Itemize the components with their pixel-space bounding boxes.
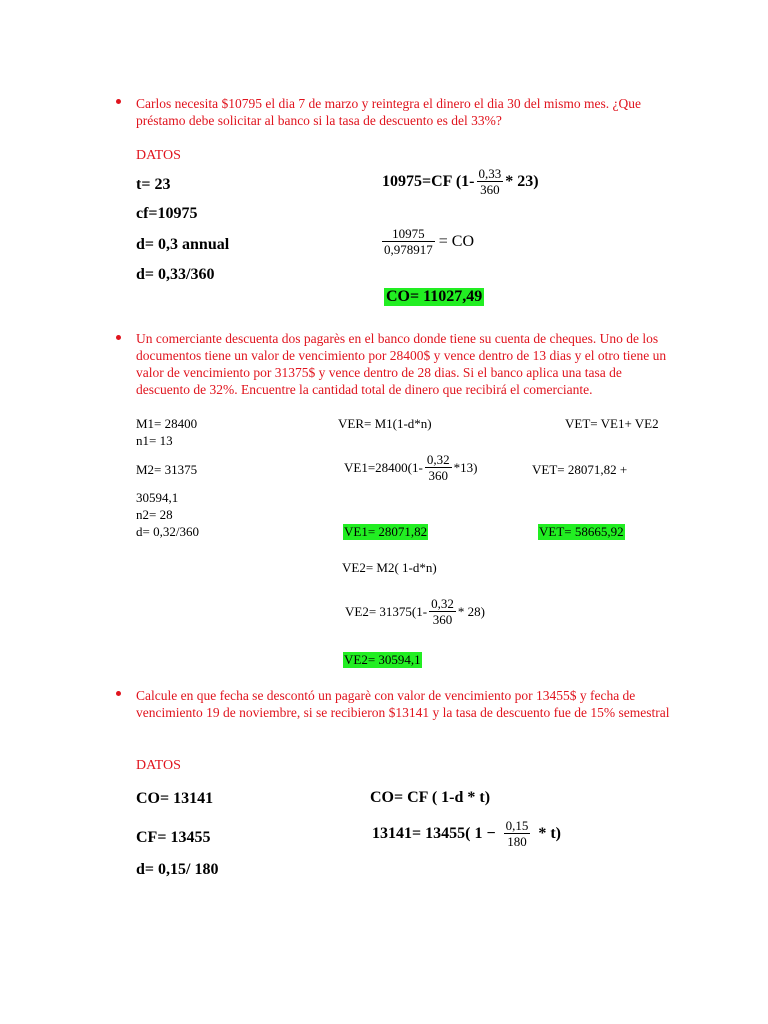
p1-d-annual: d= 0,3 annual <box>136 236 230 253</box>
p2-ve2-numerator: 0,32 <box>431 596 454 611</box>
p2-ve1-right: *13) <box>453 459 478 475</box>
p2-ve2-denominator: 360 <box>432 612 453 627</box>
p1-eq2-denominator: 0,978917 <box>384 242 433 257</box>
p1-t: t= 23 <box>136 176 171 193</box>
p3-equation <box>372 818 561 849</box>
datos-label: DATOS <box>136 148 181 163</box>
p2-ve1-equation <box>344 452 477 483</box>
p3-eq-numerator: 0,15 <box>505 818 529 833</box>
p2-ve2-left: VE2= 31375(1- <box>345 603 428 619</box>
p2-ve2-equation <box>345 596 485 627</box>
p2-ver-formula: VER= M1(1-d*n) <box>338 416 432 431</box>
problem-3-statement: Calcule en que fecha se descontó un pagarè con valor de vencimiento por 13455$ y fecha de vencimiento 19 de noviembre, si se recibieron $13141 y la tasa de descuento fue de 15% semestral <box>136 688 670 720</box>
p3-eq-fraction <box>504 818 531 849</box>
p1-eq1-denominator: 360 <box>480 182 500 197</box>
p1-result: CO= 11027,49 <box>386 288 483 305</box>
p2-m1: M1= 28400 <box>136 416 198 431</box>
p1-cf: cf=10975 <box>136 205 198 222</box>
p3-eq-denominator: 180 <box>507 834 527 849</box>
p1-eq1-left: 10975=CF (1- <box>382 172 475 190</box>
p2-d: d= 0,32/360 <box>136 524 199 539</box>
bullet-marker <box>116 335 121 340</box>
p1-eq2-fraction <box>382 226 435 257</box>
p2-ve1-result: VE1= 28071,82 <box>344 524 428 539</box>
p2-value: 30594,1 <box>136 490 179 505</box>
p2-ve2-formula: VE2= M2( 1-d*n) <box>342 560 437 575</box>
p2-n2: n2= 28 <box>136 507 173 522</box>
problem-1-statement: Carlos necesita $10795 el dia 7 de marzo y reintegra el dinero el dia 30 del mismo mes. ¿Que préstamo debe solicitar al banco si la tasa de descuento es del 33%? <box>136 96 641 128</box>
p2-ve1-numerator: 0,32 <box>426 452 450 467</box>
p1-d-daily: d= 0,33/360 <box>136 266 215 283</box>
p1-eq1-fraction <box>477 166 504 197</box>
p1-eq2-numerator: 10975 <box>382 226 435 242</box>
p2-ve1-left: VE1=28400(1- <box>344 459 423 475</box>
p3-formula: CO= CF ( 1-d * t) <box>370 789 491 806</box>
p2-ve1-fraction <box>425 452 452 483</box>
bullet-marker <box>116 691 121 696</box>
p1-equation-2 <box>380 226 474 257</box>
p1-eq1-numerator: 0,33 <box>478 166 502 181</box>
p1-eq2-right: = CO <box>438 232 474 250</box>
p2-m2: M2= 31375 <box>136 462 198 477</box>
p3-co: CO= 13141 <box>136 790 214 807</box>
p2-ve2-result: VE2= 30594,1 <box>344 652 421 667</box>
datos-label: DATOS <box>136 758 181 773</box>
p2-vet-result: VET= 58665,92 <box>539 524 624 539</box>
p2-ve2-fraction <box>429 596 456 627</box>
p3-eq-right: * t) <box>538 824 561 842</box>
p2-n1: n1= 13 <box>136 433 173 448</box>
p2-vet-sum: VET= 28071,82 + <box>532 462 628 477</box>
p2-ve1-denominator: 360 <box>428 468 448 483</box>
bullet-marker <box>116 99 121 104</box>
p3-cf: CF= 13455 <box>136 829 211 846</box>
p1-eq1-right: * 23) <box>505 172 539 190</box>
p3-d: d= 0,15/ 180 <box>136 861 219 878</box>
p3-eq-left: 13141= 13455( 1 − <box>372 824 496 842</box>
p1-equation-1 <box>382 166 539 197</box>
problem-2-statement: Un comerciante descuenta dos pagarès en el banco donde tiene su cuenta de cheques. Uno de los documentos tiene un valor de vencimiento por 28400$ y vence dentro de 13 dias y el otro tiene un valor de vencimiento por 31375$ y vence dentro de 28 dias. Si el banco aplica una tasa de descuento de 32%. Encuentre la cantidad total de dinero que recibirá el comerciante. <box>136 331 667 397</box>
p2-ve2-right: * 28) <box>457 603 485 619</box>
p2-vet-formula: VET= VE1+ VE2 <box>565 416 659 431</box>
